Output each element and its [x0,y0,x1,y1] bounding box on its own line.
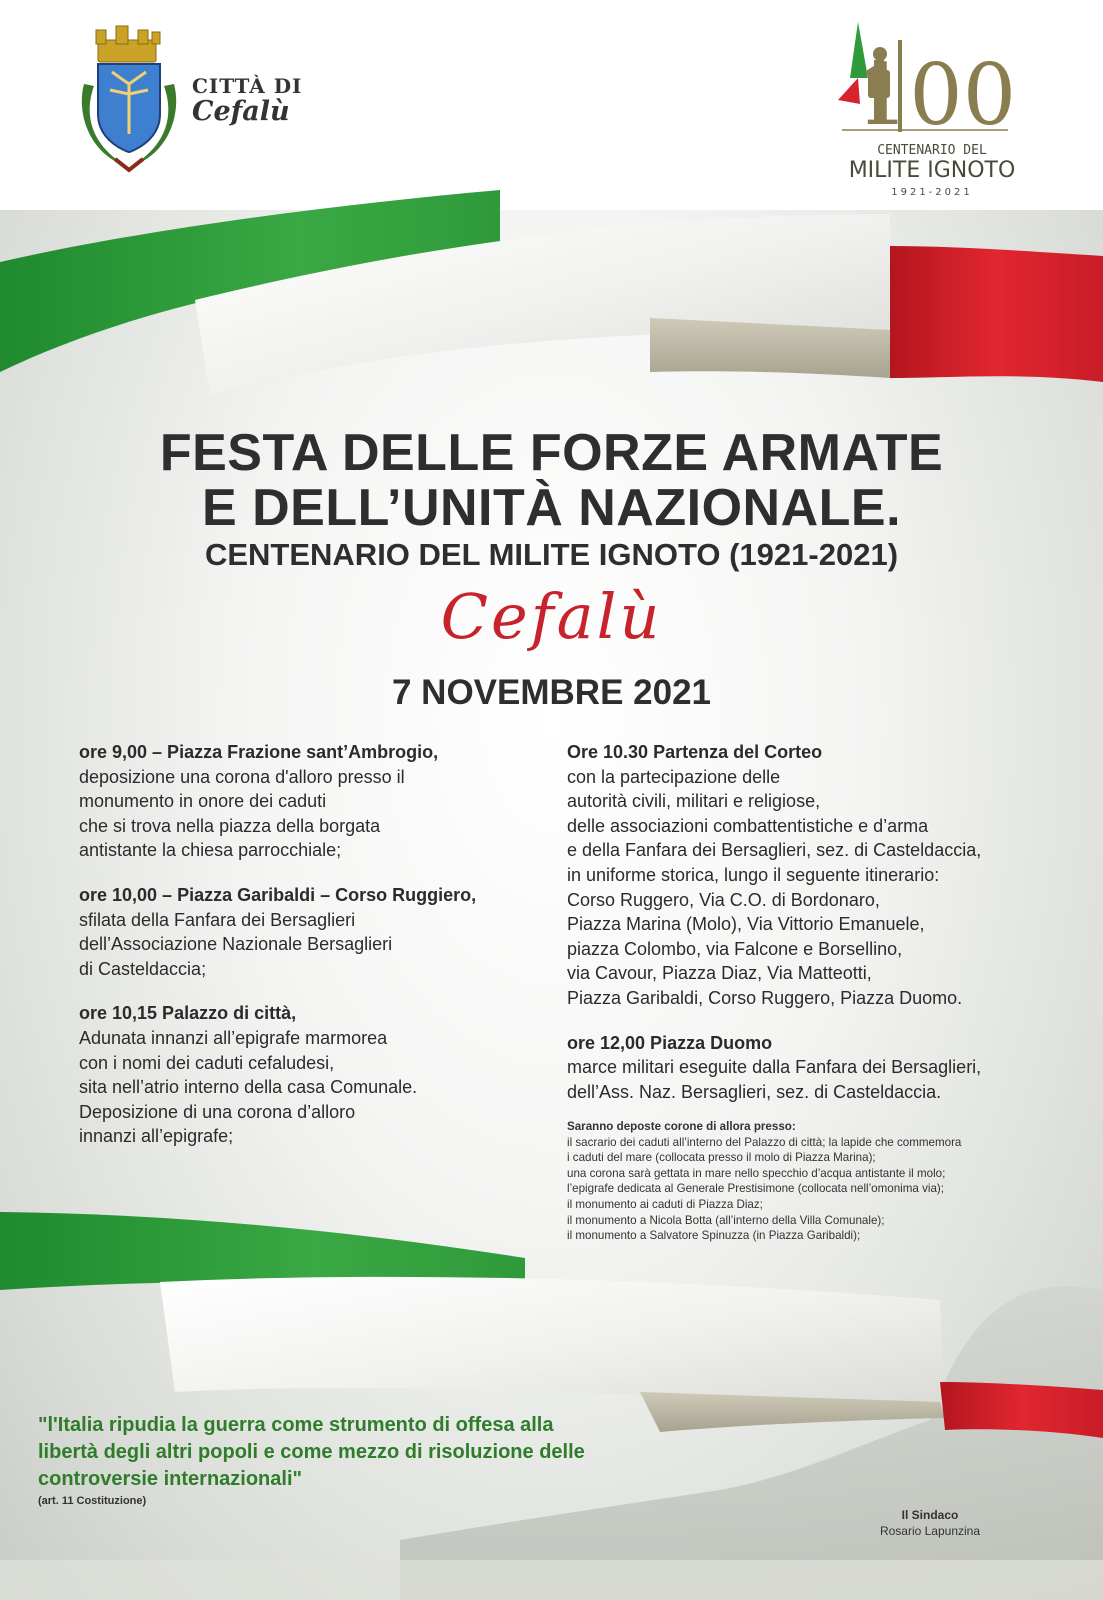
schedule-item-text: sfilata della Fanfara dei Bersaglieri dell’Associazione Nazionale Bersaglieri di Casteldaccia; [79,909,393,979]
schedule-item [567,1031,1067,1105]
city-label-line2: Cefalù [192,96,290,127]
logo-line1: CENTENARIO DEL [877,143,987,158]
top-red-band [890,246,1103,382]
notes-item: il monumento a Salvatore Spinuzza (in Piazza Garibaldi); [567,1229,861,1243]
city-label-line1: CITTÀ DI [192,74,303,98]
schedule-item-text: Adunata innanzi all’epigrafe marmorea con i nomi dei caduti cefaludesi, sita nell’atrio interno della casa Comunale. Deposizione di una corona d’alloro innanzi all’epigrafe; [79,1027,418,1147]
logo-number: 100 [855,46,1017,144]
notes-item: il monumento ai caduti di Piazza Diaz; [567,1197,763,1211]
centenary-logo [828,20,1028,145]
mayor-signature [850,1507,1010,1539]
city-name [192,74,302,127]
bottom-white-band [160,1277,945,1418]
schedule-item-heading: ore 12,00 Piazza Duomo [567,1032,773,1053]
schedule-item-text: marce militari eseguite dalla Fanfara dei Bersaglieri, dell’Ass. Naz. Bersaglieri, sez. di Casteldaccia. [567,1057,982,1102]
quote-source: (art. 11 Costituzione) [38,1495,147,1507]
notes-heading: Saranno deposte corone di allora presso: [567,1120,796,1133]
schedule-item [79,883,549,981]
signature-name: Rosario Lapunzina [879,1524,981,1538]
schedule-item [79,1001,549,1149]
notes-item: il monumento a Nicola Botta (all’interno della Villa Comunale); [567,1213,885,1227]
schedule-item-heading: ore 9,00 – Piazza Frazione sant’Ambrogio, [79,742,439,762]
logo-years: 1921-2021 [891,187,973,198]
logo-line2: MILITE IGNOTO [848,158,1016,183]
signature-role: Il Sindaco [901,1508,959,1522]
event-date: 7 NOVEMBRE 2021 [391,673,712,712]
schedule-item-heading: Ore 10.30 Partenza del Corteo [567,742,823,762]
notes-item: l’epigrafe dedicata al Generale Prestisimone (collocata nell’omonima via); [567,1182,944,1196]
schedule-item-heading: ore 10,00 – Piazza Garibaldi – Corso Ruggiero, [79,884,477,905]
bottom-shore [0,1560,1103,1600]
title-line2: E DELL’UNITÀ NAZIONALE. [201,479,902,537]
city-coat-of-arms-icon [70,24,190,174]
schedule-right-column [567,740,1067,1124]
wreath-notes [567,1119,1047,1244]
notes-item: una corona sarà gettata in mare nello specchio d’acqua antistante il molo; [567,1166,946,1180]
schedule-item [567,740,1067,1011]
constitution-quote: "l'Italia ripudia la guerra come strumento di offesa alla libertà degli altri popoli e come mezzo di risoluzione delle controversie internazionali" [38,1414,585,1490]
subtitle: CENTENARIO DEL MILITE IGNOTO (1921-2021) [204,537,899,572]
schedule-left-column [79,740,549,1169]
schedule-item-text: con la partecipazione delle autorità civili, militari e religiose, delle associazioni combattentistiche e d’arma e della Fanfara dei Bersaglieri, sez. di Casteldaccia, in uniforme storica, lungo il seguente itinerario: Corso Ruggero, Via C.O. di Bordonaro, Piazza Marina (Molo), Via Vittorio Emanuele, piazza Colombo, via Falcone e Borsellino, via Cavour, Piazza Diaz, Via Matteotti, Piazza Garibaldi, Corso Ruggero, Piazza Duomo. [567,766,982,1008]
script-city-name: Cefalù [440,580,663,653]
notes-item: il sacrario dei caduti all’interno del Palazzo di città; la lapide che commemora [567,1135,962,1149]
schedule-item-text: deposizione una corona d'alloro presso il monumento in onore dei caduti che si trova nella piazza della borgata antistante la chiesa parrocchiale; [79,766,405,861]
title-line1: FESTA DELLE FORZE ARMATE [159,424,944,482]
notes-item: i caduti del mare (collocata presso il molo di Piazza Marina); [567,1151,876,1165]
schedule-item-heading: ore 10,15 Palazzo di città, [79,1003,297,1024]
schedule-item [79,740,549,863]
